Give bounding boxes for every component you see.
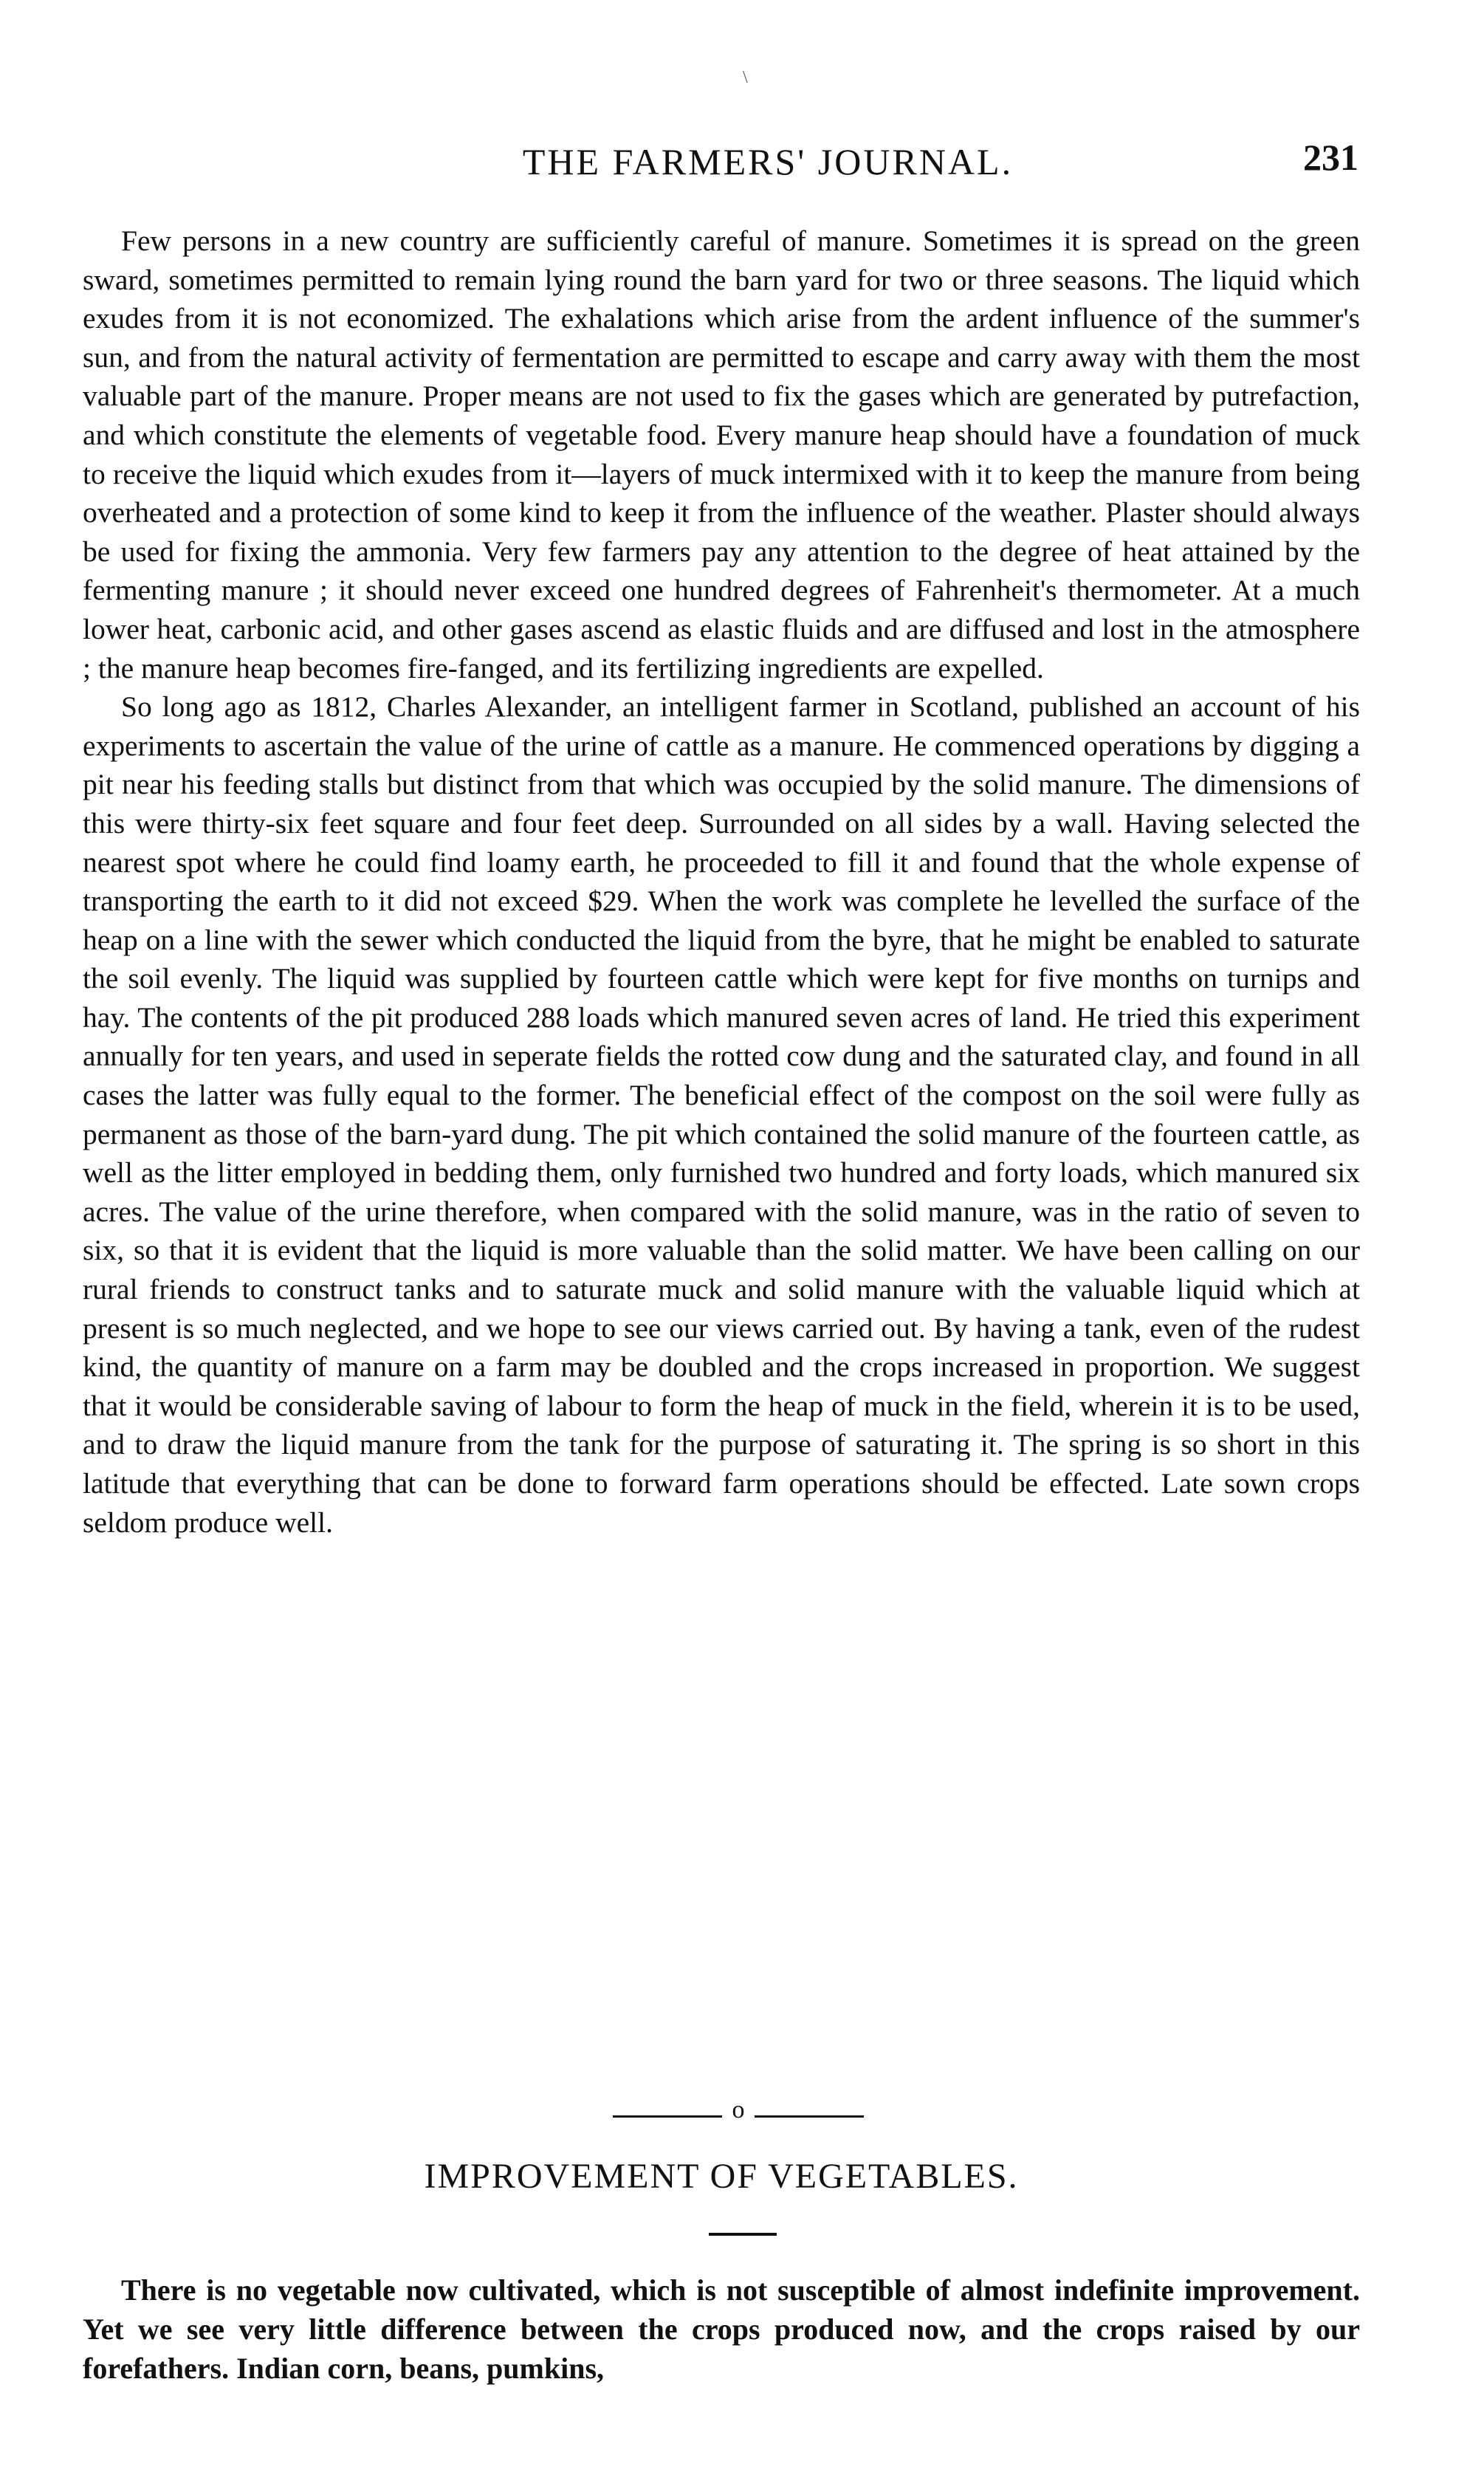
section-paragraph-1: There is no vegetable now cultivated, which is not susceptible of almost indefinite improvement. Yet we see very little difference between the crops produced now, and the crops raised by our forefathers. Indian corn, beans, pumkins, xyxy=(83,2273,1360,2385)
separator-ornament: o xyxy=(732,2096,745,2124)
page-header xyxy=(89,137,1358,199)
section-heading: IMPROVEMENT OF VEGETABLES. xyxy=(424,2157,1019,2196)
section-separator xyxy=(613,2096,864,2125)
running-title: THE FARMERS' JOURNAL. xyxy=(522,141,1014,182)
heading-rule xyxy=(709,2233,777,2236)
article-paragraph-2: So long ago as 1812, Charles Alexander, an intelligent farmer in Scotland, published an account of his experiments to ascertain the value of the urine of cattle as a manure. He commenced operations by digging a pit near his feeding stalls but distinct from that which was occupied by the solid manure. The dimensions of this were thirty-six feet square and four feet deep. Surrounded on all sides by a wall. Having selected the nearest spot where he could find loamy earth, he proceeded to fill it and found that the whole expense of transporting the earth to it did not exceed $29. When the work was complete he levelled the surface of the heap on a line with the sewer which conducted the liquid from the byre, that he might be enabled to saturate the soil evenly. The liquid was supplied by fourteen cattle which were kept for five months on turnips and hay. The contents of the pit produced 288 loads which manured seven acres of land. He tried this experiment annually for ten years, and used in seperate fields the rotted cow dung and the saturated clay, and found in all cases the latter was fully equal to the former. The beneficial effect of the compost on the soil were fully as permanent as those of the barn-yard dung. The pit which contained the solid manure of the fourteen cattle, as well as the litter employed in bedding them, only furnished two hundred and forty loads, which manured six acres. The value of the urine therefore, when compared with the solid manure, was in the ratio of seven to six, so that it is evident that the liquid is more valuable than the solid matter. We have been calling on our rural friends to construct tanks and to saturate muck and solid manure with the valuable liquid which at present is so much neglected, and we hope to see our views carried out. By having a tank, even of the rudest kind, the quantity of manure on a farm may be doubled and the crops increased in proportion. We suggest that it would be considerable saving of labour to form the heap of muck in the field, wherein it is to be used, and to draw the liquid manure from the tank for the purpose of saturating it. The spring is so short in this latitude that everything that can be done to forward farm operations should be effected. Late sown crops seldom produce well. xyxy=(83,690,1360,1539)
article-paragraph-1: Few persons in a new country are sufficiently careful of manure. Sometimes it is spread on the green sward, sometimes permitted to remain lying round the barn yard for two or three seasons. The liquid which exudes from it is not economized. The exhalations which arise from the ardent influence of the summer's sun, and from the natural activity of fermentation are permitted to escape and carry away with them the most valuable part of the manure. Proper means are not used to fix the gases which are generated by putrefaction, and which constitute the elements of vegetable food. Every manure heap should have a foundation of muck to receive the liquid which exudes from it—layers of muck intermixed with it to keep the manure from being overheated and a protection of some kind to keep it from the influence of the weather. Plaster should always be used for fixing the ammonia. Very few farmers pay any attention to the degree of heat attained by the fermenting manure ; it should never exceed one hundred degrees of Fahrenheit's thermometer. At a much lower heat, carbonic acid, and other gases ascend as elastic fluids and are diffused and lost in the atmosphere ; the manure heap becomes fire-fanged, and its fertilizing ingredients are expelled. xyxy=(83,224,1360,684)
article-body xyxy=(83,222,1360,1542)
separator-line-right xyxy=(755,2115,864,2118)
stray-mark: \ xyxy=(743,68,748,87)
separator-line-left xyxy=(613,2115,722,2118)
section-body xyxy=(83,2270,1360,2388)
page-number: 231 xyxy=(1303,137,1358,178)
